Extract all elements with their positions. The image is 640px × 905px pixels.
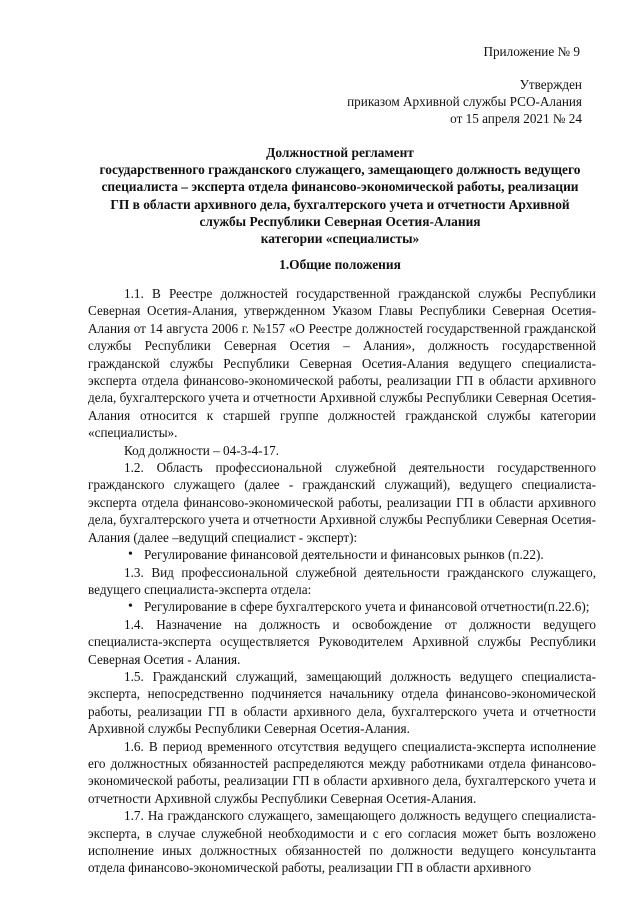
- approval-stamp-text: [347, 76, 582, 127]
- paragraph-1-2: 1.2. Область профессиональной служебной деятельности государственного гражданского служащего (далее - гражданский служащий), ведущего специалиста-эксперта отдела финансово-экономической работы, реализации ГП в области архивного дела, бухгалтерского учета и отчетности Архивной службы Республики Северная Осетия-Алания (далее –ведущий специалист - эксперт):: [88, 460, 596, 545]
- title-line: ГП в области архивного дела, бухгалтерского учета и отчетности Архивной: [110, 196, 570, 212]
- bullet-text: Регулирование финансовой деятельности и финансовых рынков (п.22).: [144, 547, 544, 563]
- position-code: Код должности – 04-3-4-17.: [124, 442, 280, 458]
- approved-line: приказом Архивной службы РСО-Алания: [347, 94, 582, 109]
- bullet-list: [88, 598, 596, 615]
- section-heading: 1.Общие положения: [279, 257, 401, 272]
- paragraph-1-6: 1.6. В период временного отсутствия ведущего специалиста-эксперта исполнение его должностных обязанностей распределяются между работниками отдела финансово-экономической работы, реализации ГП в области архивного дела, бухгалтерского учета и отчетности Архивной службы Республики Северная Осетия-Алания.: [88, 738, 596, 806]
- paragraph-1-1: 1.1. В Реестре должностей государственной гражданской службы Республики Северная Осетия-Алания, утвержденном Указом Главы Республики Северная Осетия-Алания от 14 августа 2006 г. №157 «О Реестре должностей государственной гражданской службы Республики Северная Осетия – Алания», должность государственной гражданской службы Республики Северная Осетия-Алания ведущего специалиста-эксперта отдела финансово-экономической работы, реализации ГП в области архивного дела, бухгалтерского учета и отчетности Архивной службы Республики Северная Осетия-Алания относится к старшей группе должностей гражданской службы категории «специалисты».: [88, 286, 596, 441]
- list-item: [88, 546, 596, 563]
- title-line: категории «специалисты»: [260, 231, 420, 247]
- bullet-icon: •: [128, 599, 133, 615]
- document-title: [78, 144, 602, 247]
- document-body: [88, 285, 596, 877]
- approved-line: Утвержден: [519, 77, 582, 92]
- appendix-label: Приложение № 9: [483, 44, 580, 59]
- bullet-icon: •: [128, 547, 133, 563]
- title-line: службы Республики Северная Осетия-Алания: [199, 213, 481, 229]
- paragraph-1-7: 1.7. На гражданского служащего, замещающего должность ведущего специалиста-эксперта, в случае служебной необходимости и с его согласия может быть возложено исполнение иных должностных обязанностей по должности ведущего консультанта отдела финансово-экономической работы, реализации ГП в области архивного: [88, 808, 596, 876]
- bullet-text: Регулирование в сфере бухгалтерского учета и финансовой отчетности(п.22.6);: [144, 599, 590, 615]
- paragraph-1-5: 1.5. Гражданский служащий, замещающий должность ведущего специалиста-эксперта, непосредственно подчиняется начальнику отдела финансово-экономической работы, реализации ГП в области архивного дела, бухгалтерского учета и отчетности Архивной службы Республики Северная Осетия-Алания.: [88, 668, 596, 737]
- title-line: государственного гражданского служащего, замещающего должность ведущего: [99, 162, 581, 178]
- paragraph-1-4: 1.4. Назначение на должность и освобождение от должности ведущего специалиста-эксперта осуществляется Руководителем Архивной службы Республики Северная Осетия - Алания.: [88, 616, 596, 667]
- list-item: [88, 598, 596, 615]
- paragraph-1-3: 1.3. Вид профессиональной служебной деятельности гражданского служащего, ведущего специалиста-эксперта отдела:: [88, 564, 596, 597]
- bullet-list: [88, 546, 596, 563]
- title-line: специалиста – эксперта отдела финансово-экономической работы, реализации: [101, 179, 579, 195]
- approved-line: от 15 апреля 2021 № 24: [450, 111, 582, 126]
- title-line: Должностной регламент: [266, 145, 414, 160]
